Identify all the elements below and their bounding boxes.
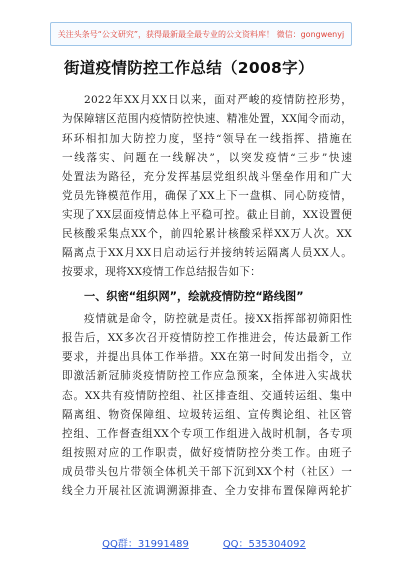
paragraph-line: 即激活新冠肺炎疫情防控工作应急预案，全体进入实战状	[62, 370, 352, 382]
contact-footer	[0, 535, 408, 550]
paragraph-line: 要求，并提出具体工作举措。XX在第一时间发出指令，立	[62, 351, 352, 363]
paragraph-line: 隔离点于XX月XX日启动运行并接纳转运隔离人员XX人。	[62, 247, 352, 259]
paragraph-line: 党员先锋模范作用，确保了XX上下一盘棋、同心防疫情，	[62, 190, 352, 202]
paragraph-line: 控组、工作督查组XX个专项工作组进入战时机制，各专项	[62, 428, 352, 440]
paragraph-line: 处置法为路径，充分发挥基层党组织战斗堡垒作用和广大	[62, 171, 352, 183]
paragraph-line: 态。XX共有疫情防控组、社区排查组、交通转运组、集中	[62, 390, 352, 402]
paragraph-line: 民核酸采集点XX个，前四轮累计核酸采样XX万人次。XX	[62, 228, 352, 240]
paragraph-line: 按要求，现将XX疫情工作总结报告如下：	[62, 266, 261, 278]
qq-group-link[interactable]: QQ群：31991489	[102, 539, 189, 550]
paragraph-line: 环环相扣加大防控力度，坚持“领导在一线指挥、措施在	[62, 133, 352, 145]
promo-banner	[50, 22, 352, 46]
paragraph-line: 2022年XX月XX日以来，面对严峻的疫情防控形势，	[84, 94, 352, 106]
paragraph-line: 疫情就是命令，防控就是责任。接XX指挥部初筛阳性	[84, 313, 352, 325]
paragraph-line: 一线落实、问题在一线解决”，以突发疫情“三步”快速	[62, 152, 352, 164]
paragraph-line: 隔离组、物资保障组、垃圾转运组、宣传舆论组、社区管	[62, 409, 352, 421]
paragraph-line: 成员带头包片带领全体机关干部下沉到XX个村（社区）一	[62, 466, 352, 478]
paragraph-line: 组按照对应的工作职责，做好疫情防控分类工作。由班子	[62, 447, 352, 459]
paragraph-line: 实现了XX层面疫情总体上平稳可控。截止目前，XX设置便	[62, 209, 352, 221]
paragraph-line: 为保障辖区范围内疫情防控快速、精准处置，XX闻令而动，	[62, 113, 352, 125]
document-title: 街道疫情防控工作总结（2008字）	[64, 59, 314, 77]
section-heading: 一、织密“组织网”，绘就疫情防控“路线图”	[84, 290, 304, 303]
paragraph-line: 报告后，XX多次召开疫情防控工作推进会，传达最新工作	[62, 332, 352, 344]
qq-link[interactable]: QQ：535304092	[222, 539, 306, 550]
promo-banner-text: 关注头条号“公文研究”，获得最新最全最专业的公文资料库！ 微信：gongwenyj	[57, 29, 345, 39]
paragraph-line: 线全力开展社区流调溯源排查、全力安排布置保障两轮扩	[62, 485, 352, 497]
